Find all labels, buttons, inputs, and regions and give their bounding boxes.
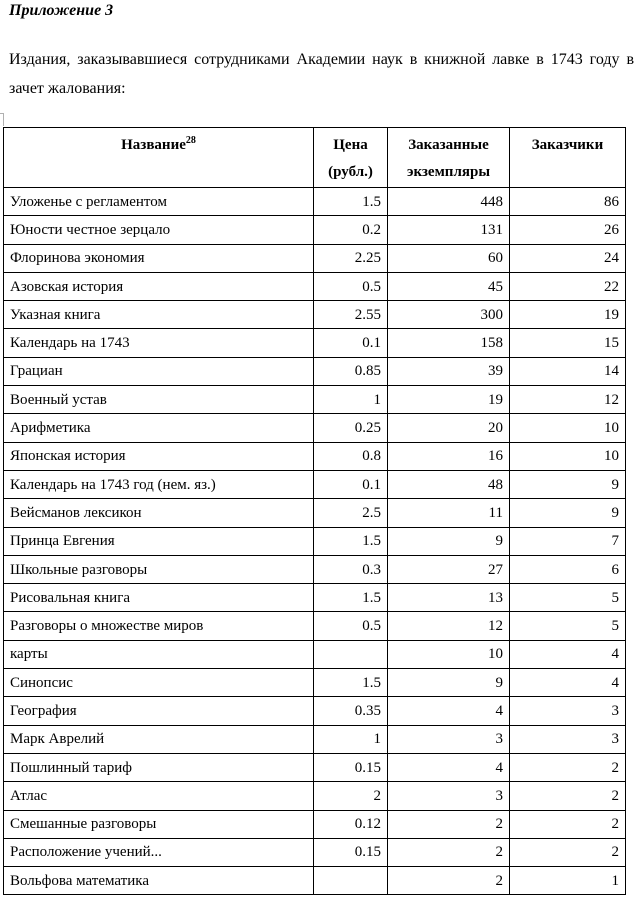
table-row [4,357,626,385]
cell-customers: 22 [510,272,626,300]
cell-copies: 448 [388,188,510,216]
cell-name: Синопсис [4,669,314,697]
table-row [4,329,626,357]
cell-name: Грациан [4,357,314,385]
table-row [4,810,626,838]
table-row [4,301,626,329]
table-row [4,697,626,725]
cell-copies: 48 [388,470,510,498]
cell-price: 0.15 [314,838,388,866]
table-row [4,216,626,244]
cell-copies: 158 [388,329,510,357]
cell-copies: 12 [388,612,510,640]
cell-copies: 10 [388,640,510,668]
cell-copies: 19 [388,386,510,414]
cell-name: Календарь на 1743 [4,329,314,357]
cell-price: 2 [314,782,388,810]
table-row [4,470,626,498]
cell-price: 1 [314,386,388,414]
cell-name: Флоринова экономия [4,244,314,272]
cell-copies: 3 [388,725,510,753]
cell-customers: 10 [510,414,626,442]
cell-price: 0.35 [314,697,388,725]
cell-customers: 3 [510,697,626,725]
cell-price: 0.15 [314,753,388,781]
cell-price: 2.25 [314,244,388,272]
cell-customers: 9 [510,499,626,527]
cell-price [314,867,388,895]
cell-name: Календарь на 1743 год (нем. яз.) [4,470,314,498]
header-price-line2: (рубл.) [328,164,373,180]
cell-copies: 4 [388,697,510,725]
header-copies-line2: экземпляры [406,164,491,180]
footnote-marker[interactable]: 28 [185,135,196,146]
cell-name: Атлас [4,782,314,810]
cell-price: 1.5 [314,188,388,216]
cell-customers: 12 [510,386,626,414]
table-row [4,386,626,414]
cell-copies: 300 [388,301,510,329]
header-name-label: Название [121,137,186,153]
table-row [4,555,626,583]
cell-price: 1.5 [314,584,388,612]
cell-copies: 2 [388,810,510,838]
cell-customers: 26 [510,216,626,244]
cell-price: 0.85 [314,357,388,385]
cell-name: Разговоры о множестве миров [4,612,314,640]
cell-name: карты [4,640,314,668]
cell-price: 0.1 [314,329,388,357]
cell-name: Марк Аврелий [4,725,314,753]
header-name [4,128,314,188]
cell-price: 0.25 [314,414,388,442]
cell-copies: 2 [388,867,510,895]
cell-name: Арифметика [4,414,314,442]
cell-name: Рисовальная книга [4,584,314,612]
cell-copies: 16 [388,442,510,470]
cell-name: Японская история [4,442,314,470]
cell-price: 0.3 [314,555,388,583]
cell-price: 0.5 [314,272,388,300]
cell-price [314,640,388,668]
cell-copies: 4 [388,753,510,781]
table-row [4,725,626,753]
orders-table [3,127,626,895]
cell-copies: 9 [388,669,510,697]
cell-customers: 2 [510,810,626,838]
cell-price: 0.5 [314,612,388,640]
cell-name: Азовская история [4,272,314,300]
cell-customers: 2 [510,753,626,781]
cell-copies: 20 [388,414,510,442]
table-row [4,272,626,300]
cell-customers: 86 [510,188,626,216]
cell-customers: 15 [510,329,626,357]
header-price-line1: Цена [333,137,368,153]
cell-name: Военный устав [4,386,314,414]
header-price [314,128,388,188]
table-row [4,753,626,781]
table-row [4,782,626,810]
table-row [4,584,626,612]
table-row [4,499,626,527]
cell-copies: 45 [388,272,510,300]
cell-customers: 5 [510,584,626,612]
cell-customers: 14 [510,357,626,385]
cell-copies: 39 [388,357,510,385]
cell-customers: 4 [510,640,626,668]
cell-price: 2.55 [314,301,388,329]
table-move-handle[interactable] [0,113,4,126]
cell-name: Уложенье с регламентом [4,188,314,216]
cell-customers: 3 [510,725,626,753]
cell-name: Вольфова математика [4,867,314,895]
cell-name: Указная книга [4,301,314,329]
cell-customers: 6 [510,555,626,583]
cell-customers: 1 [510,867,626,895]
header-copies-line1: Заказанные [408,137,489,153]
cell-customers: 10 [510,442,626,470]
table-row [4,527,626,555]
cell-name: География [4,697,314,725]
cell-customers: 24 [510,244,626,272]
cell-copies: 13 [388,584,510,612]
cell-customers: 2 [510,838,626,866]
cell-price: 1.5 [314,527,388,555]
cell-price: 0.8 [314,442,388,470]
cell-name: Смешанные разговоры [4,810,314,838]
header-customers [510,128,626,188]
table-row [4,612,626,640]
cell-customers: 5 [510,612,626,640]
cell-name: Юности честное зерцало [4,216,314,244]
cell-name: Принца Евгения [4,527,314,555]
cell-copies: 60 [388,244,510,272]
cell-customers: 7 [510,527,626,555]
cell-name: Пошлинный тариф [4,753,314,781]
intro-line-1: Издания, заказывавшиеся сотрудниками Академии наук в книжной лавке в 1743 году в [9,51,634,68]
header-copies [388,128,510,188]
appendix-heading: Приложение 3 [9,2,114,19]
table-row [4,838,626,866]
cell-price: 0.1 [314,470,388,498]
table-row [4,669,626,697]
cell-copies: 131 [388,216,510,244]
cell-copies: 3 [388,782,510,810]
cell-copies: 27 [388,555,510,583]
cell-customers: 2 [510,782,626,810]
cell-price: 0.12 [314,810,388,838]
table-row [4,188,626,216]
cell-copies: 9 [388,527,510,555]
header-customers-label: Заказчики [531,137,604,153]
cell-price: 2.5 [314,499,388,527]
cell-copies: 11 [388,499,510,527]
cell-customers: 9 [510,470,626,498]
cell-name: Школьные разговоры [4,555,314,583]
cell-price: 0.2 [314,216,388,244]
table-header-row [4,128,626,188]
cell-customers: 19 [510,301,626,329]
intro-line-2: зачет жалования: [9,80,126,97]
table-row [4,244,626,272]
cell-price: 1.5 [314,669,388,697]
intro-paragraph [9,45,634,103]
table-row [4,442,626,470]
cell-name: Расположение учений... [4,838,314,866]
table-row [4,867,626,895]
cell-customers: 4 [510,669,626,697]
cell-copies: 2 [388,838,510,866]
cell-name: Вейсманов лексикон [4,499,314,527]
table-body [4,188,626,895]
table-row [4,640,626,668]
table-row [4,414,626,442]
cell-price: 1 [314,725,388,753]
